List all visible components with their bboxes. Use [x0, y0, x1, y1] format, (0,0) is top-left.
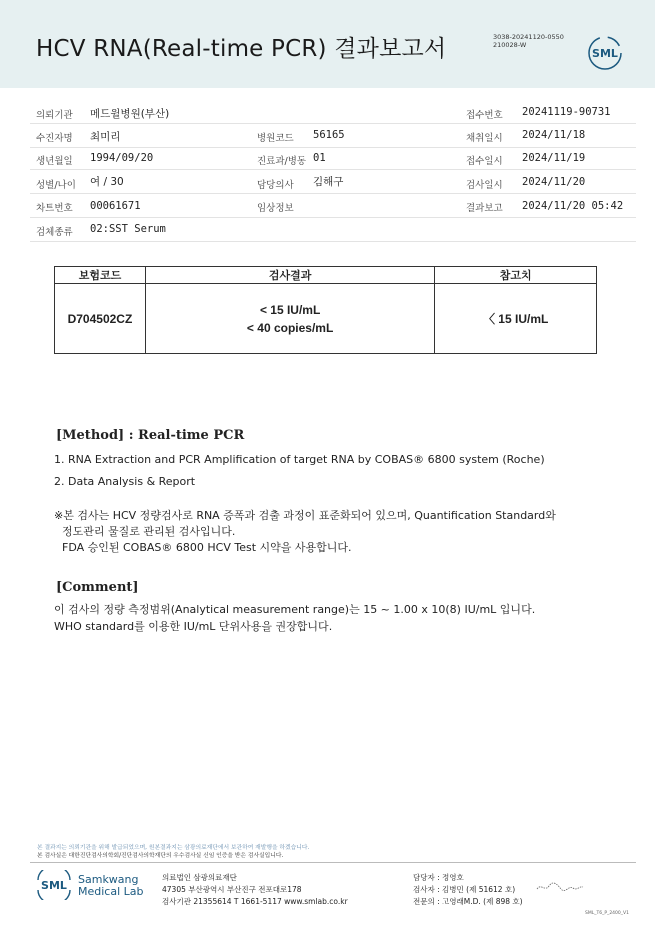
method-item-2: 2. Data Analysis & Report: [54, 475, 196, 488]
footer-contact: 검사기관 21355614 T 1661-5117 www.smlab.co.kr: [162, 897, 348, 906]
info-row-3: [30, 148, 636, 170]
specimen-label: 검체종류: [36, 227, 73, 238]
footer-note-2: 본 검사실은 대한진단검사의학회/진단검사의학재단의 우수검사실 신임 인증을 받은 검사실입니다.: [37, 853, 284, 859]
svg-text:SML: SML: [592, 47, 618, 60]
footer-staff-3: 전문의 : 고영래M.D. (제 898 호): [413, 897, 523, 906]
dept-value: 01: [313, 152, 326, 164]
clinical-label: 임상정보: [257, 203, 294, 214]
receipt-no-value: 20241119-90731: [522, 106, 611, 118]
info-row-4: [30, 170, 636, 194]
hospital-code-label: 병원코드: [257, 133, 294, 144]
specimen-value: 02:SST Serum: [90, 223, 166, 235]
dob-value: 1994/09/20: [90, 152, 154, 164]
report-code-line2: 210028-W: [493, 41, 527, 49]
header-reference: 참고치: [435, 267, 597, 284]
comment-line-2: WHO standard를 이용한 IU/mL 단위사용을 권장합니다.: [54, 620, 333, 633]
report-code-line1: 3038-20241120-0550: [493, 33, 564, 41]
sex-age-value: 여 / 30: [90, 176, 124, 188]
footer-note-1: 본 결과지는 의뢰기관을 위해 발급되었으며, 원본결과지는 삼광의료재단에서 보관하여 재발행을 하겠습니다.: [37, 845, 310, 851]
lab-name-line2: Medical Lab: [78, 884, 144, 898]
header-insurance-code: 보험코드: [55, 267, 146, 284]
receipt-no-label: 접수번호: [466, 110, 503, 121]
institution-value: 메드윌병원(부산): [90, 108, 170, 120]
table-row: [55, 284, 597, 354]
result-table: [54, 266, 597, 354]
report-date-value: 2024/11/20 05:42: [522, 200, 624, 212]
document-id: SML_T6_P_2400_V1: [585, 911, 629, 916]
lab-name: [78, 874, 144, 897]
footer-divider: [30, 862, 636, 863]
info-row-2: [30, 124, 636, 148]
collect-value: 2024/11/18: [522, 129, 586, 141]
sml-logo-icon: [588, 36, 622, 70]
svg-text:SML: SML: [41, 879, 67, 892]
info-row-1: [30, 102, 636, 124]
institution-label: 의뢰기관: [36, 110, 73, 121]
sml-footer-logo-icon: [34, 870, 74, 900]
report-header: [0, 0, 655, 88]
test-date-value: 2024/11/20: [522, 176, 586, 188]
lab-name-line1: Samkwang: [78, 873, 139, 886]
method-note-1: ※본 검사는 HCV 정량검사로 RNA 증폭과 검출 과정이 표준화되어 있으며, Quantification Standard와: [54, 509, 556, 522]
footer-staff-1: 담당자 : 정영호: [413, 873, 464, 882]
doctor-label: 담당의사: [257, 180, 294, 191]
chart-no-label: 차트번호: [36, 203, 73, 214]
comment-line-1: 이 검사의 정량 측정범위(Analytical measurement range)는 15 ~ 1.00 x 10(8) IU/mL 입니다.: [54, 603, 536, 616]
chart-no-value: 00061671: [90, 200, 141, 212]
reference-cell: 〈 15 IU/mL: [435, 284, 597, 354]
result-iu: < 15 IU/mL: [259, 302, 321, 317]
sex-age-label: 성별/나이: [36, 180, 76, 191]
dept-label: 진료과/병동: [257, 156, 307, 167]
footer-staff-2: 검사자 : 김병민 (제 51612 호): [413, 885, 516, 894]
header-test-result: 검사결과: [145, 267, 434, 284]
receipt-date-label: 접수일시: [466, 156, 503, 167]
result-table-header: [55, 267, 597, 284]
patient-value: 최미리: [90, 131, 121, 143]
info-row-6: [30, 218, 636, 242]
receipt-date-value: 2024/11/19: [522, 152, 586, 164]
report-code: [493, 33, 564, 49]
collect-label: 채취일시: [466, 133, 503, 144]
method-note-3: FDA 승인된 COBAS® 6800 HCV Test 시약을 사용합니다.: [62, 541, 352, 554]
result-copies: < 40 copies/mL: [246, 320, 334, 335]
method-note-2: 정도관리 물질로 관리된 검사입니다.: [62, 525, 236, 538]
info-row-5: [30, 194, 636, 218]
dob-label: 생년월일: [36, 156, 73, 167]
doctor-value: 김해구: [313, 176, 344, 188]
method-title: [Method] : Real-time PCR: [56, 428, 245, 443]
result-cell: [145, 284, 434, 354]
patient-label: 수진자명: [36, 133, 73, 144]
report-title: HCV RNA(Real-time PCR) 결과보고서: [36, 36, 447, 62]
hospital-code-value: 56165: [313, 129, 345, 141]
report-date-label: 결과보고: [466, 203, 503, 214]
test-date-label: 검사일시: [466, 180, 503, 191]
comment-title: [Comment]: [56, 580, 139, 595]
method-item-1: 1. RNA Extraction and PCR Amplification of target RNA by COBAS® 6800 system (Roche): [54, 453, 545, 466]
footer-org: 의료법인 삼광의료재단: [162, 873, 237, 882]
insurance-code-cell: D704502CZ: [55, 284, 146, 354]
footer-address: 47305 부산광역시 부산진구 전포대로178: [162, 885, 302, 894]
signature-icon: [535, 880, 585, 894]
